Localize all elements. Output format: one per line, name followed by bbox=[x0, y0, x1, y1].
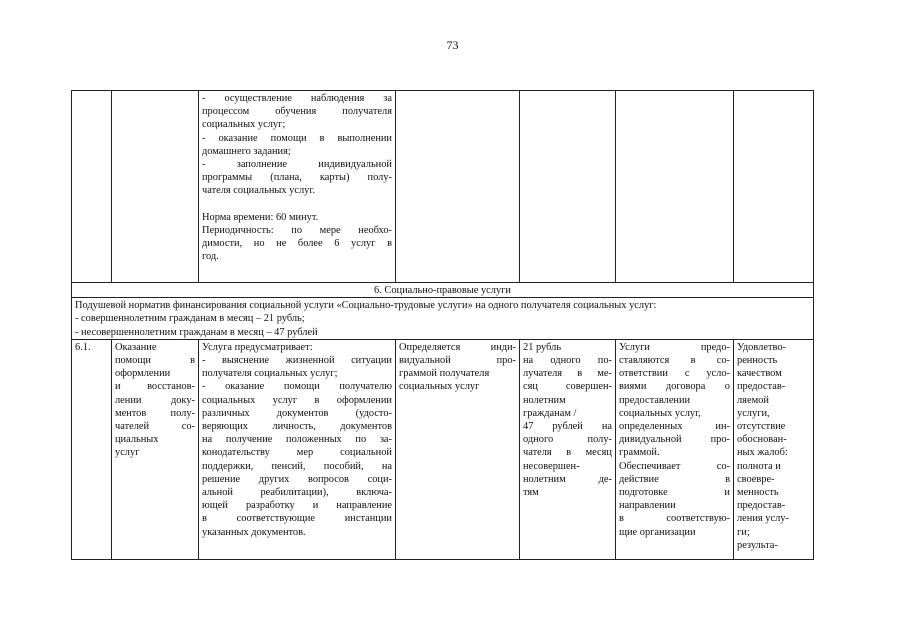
text-line: определенных ин- bbox=[619, 421, 730, 433]
text-line: отсутствие bbox=[737, 421, 786, 433]
text-line: действие в bbox=[619, 473, 730, 485]
text-line: лучателя в ме- bbox=[523, 368, 612, 380]
text-line: год. bbox=[202, 251, 219, 263]
text-line: одного полу- bbox=[523, 434, 612, 446]
text-line: нолетним bbox=[523, 394, 566, 406]
norm-line: - совершеннолетним гражданам в месяц – 21 рубль; bbox=[75, 313, 305, 325]
text-line: предостав- bbox=[737, 500, 786, 512]
continuation-row bbox=[72, 91, 814, 283]
text-line: обоснован- bbox=[737, 434, 787, 446]
text-line: услуг bbox=[115, 447, 140, 459]
text-line: домашнего задания; bbox=[202, 145, 291, 157]
text-line: чателя в месяц bbox=[523, 447, 612, 459]
text-line: 21 рубль bbox=[523, 341, 562, 353]
service-number bbox=[72, 339, 112, 559]
text-line: - осуществление наблюдения за bbox=[202, 93, 392, 104]
text-line: граммой. bbox=[619, 447, 660, 459]
text-line: решение других вопросов соци- bbox=[202, 473, 392, 485]
text-line: процессом обучения получателя bbox=[202, 106, 392, 118]
text-line: ных жалоб: bbox=[737, 447, 788, 459]
text-line: социальных услуг, bbox=[619, 407, 701, 419]
text-line: ренность bbox=[737, 355, 778, 367]
text-line: в соответствую- bbox=[619, 513, 730, 525]
text-line: несовершен- bbox=[523, 460, 580, 472]
text-line: Удовлетво- bbox=[737, 341, 786, 353]
text-line: качеством bbox=[737, 368, 782, 380]
text-line: 47 рублей на bbox=[523, 421, 612, 433]
text-line: димости, но не более 6 услуг в bbox=[202, 238, 392, 250]
text-line: Услуга предусматривает: bbox=[202, 341, 313, 353]
text-line: программы (плана, карты) полу- bbox=[202, 172, 392, 184]
norm-line: Подушевой норматив финансирования социальной услуги «Социально-трудовые услуги» на одного получателя социальных услуг: bbox=[75, 300, 657, 312]
text-line: Периодичность: по мере необхо- bbox=[202, 224, 392, 236]
text-line: гражданам / bbox=[523, 407, 577, 419]
service-description bbox=[199, 339, 396, 559]
text-line: Обеспечивает со- bbox=[619, 460, 730, 472]
text-line: лении доку- bbox=[115, 394, 195, 406]
service-quality bbox=[734, 339, 814, 559]
text-line bbox=[202, 198, 392, 211]
text-line: предостав- bbox=[737, 381, 786, 393]
norm-text bbox=[72, 298, 814, 340]
text-line: циальных bbox=[115, 434, 159, 446]
text-line: предоставлении bbox=[619, 394, 691, 406]
text-line: щие организации bbox=[619, 526, 696, 538]
text-line: виями договора о bbox=[619, 381, 730, 393]
text-line: полнота и bbox=[737, 460, 781, 472]
section-header-row bbox=[72, 283, 814, 298]
service-volume bbox=[396, 339, 520, 559]
text-line: нолетним де- bbox=[523, 473, 612, 485]
services-table bbox=[71, 90, 814, 560]
norm-line: - несовершеннолетним гражданам в месяц – 47 рублей bbox=[75, 326, 318, 338]
text-line: сяц совершен- bbox=[523, 381, 612, 393]
text-line: чателя социальных услуг. bbox=[202, 185, 316, 197]
cell-name bbox=[112, 91, 199, 283]
text-line: - оказание помощи в выполнении bbox=[202, 132, 392, 144]
text-line: направлении bbox=[619, 500, 676, 512]
text-line: результа- bbox=[737, 539, 778, 551]
text-line: менность bbox=[737, 487, 779, 499]
service-row bbox=[72, 339, 814, 559]
cell-description bbox=[199, 91, 396, 283]
section-title: 6. Социально-правовые услуги bbox=[72, 283, 814, 298]
text-line: получателя социальных услуг; bbox=[202, 368, 338, 380]
text-line: видуальной про- bbox=[399, 355, 516, 367]
cell-conditions bbox=[616, 91, 734, 283]
text-line: Определяется инди- bbox=[399, 341, 516, 353]
service-number-text: 6.1. bbox=[75, 341, 91, 353]
cell-number bbox=[72, 91, 112, 283]
text-line: чателей со- bbox=[115, 421, 195, 433]
text-line: ответствии с усло- bbox=[619, 368, 730, 380]
text-line: граммой получателя bbox=[399, 368, 490, 380]
text-line: социальных услуг в оформлении bbox=[202, 394, 392, 406]
text-line: в соответствующие инстанции bbox=[202, 513, 392, 525]
cell-price bbox=[520, 91, 616, 283]
text-line: социальных услуг; bbox=[202, 119, 286, 131]
service-conditions bbox=[616, 339, 734, 559]
text-line: на получение положенных по за- bbox=[202, 434, 392, 446]
text-line: указанных документов. bbox=[202, 526, 306, 538]
text-line: ляемой bbox=[737, 394, 769, 406]
text-line: оформлении bbox=[115, 368, 171, 380]
text-line: - оказание помощи получателю bbox=[202, 381, 392, 393]
text-line: ления услу- bbox=[737, 513, 789, 525]
text-line: подготовке и bbox=[619, 487, 730, 499]
text-line: своевре- bbox=[737, 473, 775, 485]
text-line: услуги, bbox=[737, 407, 770, 419]
text-line: ментов полу- bbox=[115, 407, 195, 419]
text-line: веряющих личность, документов bbox=[202, 421, 392, 433]
norm-row bbox=[72, 298, 814, 340]
text-line: дивидуальной про- bbox=[619, 434, 730, 446]
cell-quality bbox=[734, 91, 814, 283]
text-line: - выяснение жизненной ситуации bbox=[202, 355, 392, 367]
text-line: ющей разработку и направление bbox=[202, 500, 392, 512]
text-line: тям bbox=[523, 487, 539, 499]
text-line: и восстанов- bbox=[115, 381, 195, 393]
text-line: ставляются в со- bbox=[619, 355, 730, 367]
text-line: поддержки, пенсий, пособий, на bbox=[202, 460, 392, 472]
text-line: Услуги предо- bbox=[619, 341, 730, 353]
text-line: Норма времени: 60 минут. bbox=[202, 211, 319, 223]
service-name bbox=[112, 339, 199, 559]
text-line: альной реабилитации), включа- bbox=[202, 487, 392, 499]
service-price bbox=[520, 339, 616, 559]
text-line: различных документов (удосто- bbox=[202, 407, 392, 419]
text-line: ги; bbox=[737, 526, 750, 538]
page-number: 73 bbox=[446, 38, 459, 52]
text-line: социальных услуг bbox=[399, 381, 480, 393]
cell-volume bbox=[396, 91, 520, 283]
text-line: конодательству мер социальной bbox=[202, 447, 392, 459]
text-line: Оказание bbox=[115, 341, 157, 353]
text-line: - заполнение индивидуальной bbox=[202, 159, 392, 171]
text-line: на одного по- bbox=[523, 355, 612, 367]
text-line: помощи в bbox=[115, 355, 195, 367]
